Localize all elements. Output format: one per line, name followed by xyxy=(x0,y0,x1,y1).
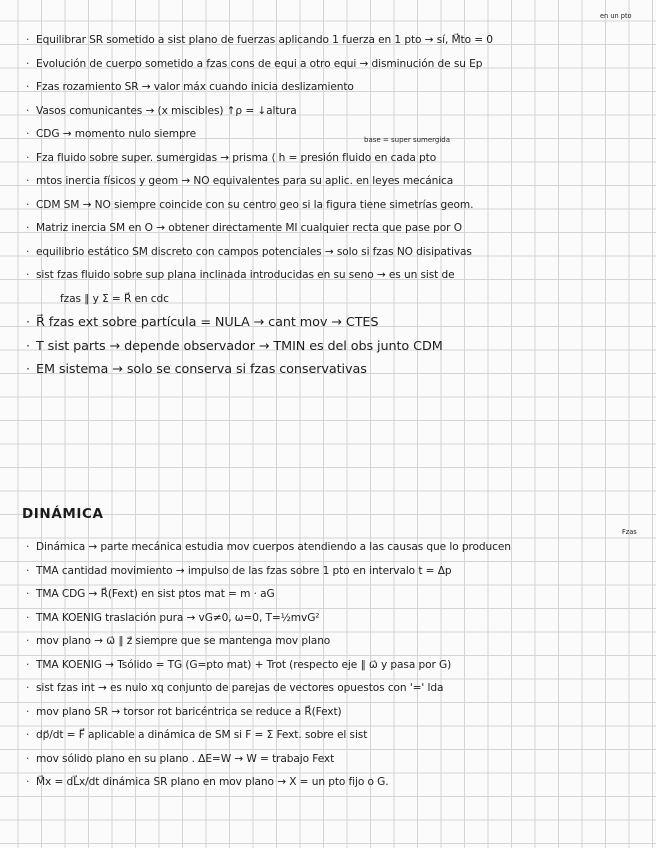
note-line: · T sist parts → depende observador → TMIN es del obs junto CDM xyxy=(26,335,656,359)
bullet-dot: · xyxy=(26,151,30,164)
bullet-dot: · xyxy=(26,198,30,211)
bullet-dot: · xyxy=(26,705,30,718)
bullet-dot: · xyxy=(26,682,30,694)
note-line: · mov plano SR → torsor rot baricéntrica se reduce a R⃗(Fext) xyxy=(26,701,656,725)
notes-section-1 xyxy=(26,29,656,382)
note-line: · TMA KOENIG → Tsólido = TG (G=pto mat) + Trot (respecto eje ∥ ω⃗ y pasa por G) xyxy=(26,654,656,678)
bullet-dot: · xyxy=(26,658,30,671)
annotation-fzas: Fzas xyxy=(622,528,637,536)
note-line: · R⃗ fzas ext sobre partícula = NULA → cant mov → CTES xyxy=(26,311,656,335)
bullet-dot: · xyxy=(26,338,30,354)
note-line: · dp⃗/dt = F⃗ aplicable a dinámica de SM si F = Σ Fext. sobre el sist xyxy=(26,724,656,748)
bullet-dot: · xyxy=(26,57,30,70)
note-line: · equilibrio estático SM discreto con campos potenciales → solo si fzas NO disipativas xyxy=(26,241,656,265)
annotation-top-right: en un pto xyxy=(600,12,632,20)
note-line: · EM sistema → solo se conserva si fzas conservativas xyxy=(26,358,656,382)
note-line: · Vasos comunicantes → (x miscibles) ↑ρ = ↓altura xyxy=(26,100,656,124)
bullet-dot: · xyxy=(26,541,30,553)
bullet-dot: · xyxy=(26,635,30,647)
note-line: · TMA KOENIG traslación pura → vG≠0, ω=0, T=½mvG² xyxy=(26,607,656,631)
note-line: · Matriz inercia SM en O → obtener directamente MI cualquier recta que pase por O xyxy=(26,217,656,241)
note-line: · sist fzas fluido sobre sup plana inclinada introducidas en su seno → es un sist de xyxy=(26,264,656,288)
note-line-continuation: fzas ∥ y Σ = R⃗ en cdc xyxy=(60,292,169,305)
note-line: · mtos inercia físicos y geom → NO equivalentes para su aplic. en leyes mecánica xyxy=(26,170,656,194)
bullet-dot: · xyxy=(26,315,30,330)
bullet-dot: · xyxy=(26,588,30,600)
note-line: · CDG → momento nulo siempre xyxy=(26,123,656,147)
bullet-dot: · xyxy=(26,245,30,258)
note-line: · TMA cantidad movimiento → impulso de las fzas sobre 1 pto en intervalo t = Δp xyxy=(26,560,656,584)
bullet-dot: · xyxy=(26,776,30,788)
annotation-prisma-base: base = super sumergida xyxy=(364,136,451,144)
notes-section-2 xyxy=(26,536,656,795)
bullet-dot: · xyxy=(26,34,30,46)
bullet-dot: · xyxy=(26,362,30,377)
note-line: · Fzas rozamiento SR → valor máx cuando inicia deslizamiento xyxy=(26,76,656,100)
bullet-dot: · xyxy=(26,564,30,577)
bullet-dot: · xyxy=(26,175,30,187)
note-line: · TMA CDG → R⃗(Fext) en sist ptos mat = m · aG xyxy=(26,583,656,607)
bullet-dot: · xyxy=(26,104,30,117)
note-line: · CDM SM → NO siempre coincide con su centro geo si la figura tiene simetrías geom. xyxy=(26,194,656,218)
section-title-dinamica: DINÁMICA xyxy=(22,506,104,522)
bullet-dot: · xyxy=(26,611,30,624)
note-line: · M⃗x = dL⃗x/dt dinámica SR plano en mov plano → X = un pto fijo o G. xyxy=(26,771,656,795)
note-line: · sist fzas int → es nulo xq conjunto de parejas de vectores opuestos con '=' lda xyxy=(26,677,656,701)
note-line: · mov sólido plano en su plano . ΔE=W → W = trabajo Fext xyxy=(26,748,656,772)
note-line: · Equilibrar SR sometido a sist plano de fuerzas aplicando 1 fuerza en 1 pto → sí, M⃗to = 0 xyxy=(26,29,656,53)
bullet-dot: · xyxy=(26,222,30,234)
note-line: · Fza fluido sobre super. sumergidas → prisma ⟨ h = presión fluido en cada pto xyxy=(26,147,656,171)
bullet-dot: · xyxy=(26,752,30,765)
note-line: · Dinámica → parte mecánica estudia mov cuerpos atendiendo a las causas que lo producen xyxy=(26,536,656,560)
bullet-dot: · xyxy=(26,81,30,93)
bullet-dot: · xyxy=(26,128,30,140)
note-line: · Evolución de cuerpo sometido a fzas cons de equi a otro equi → disminución de su Ep xyxy=(26,53,656,77)
bullet-dot: · xyxy=(26,269,30,281)
note-line: · mov plano → ω⃗ ∥ z⃗ siempre que se mantenga mov plano xyxy=(26,630,656,654)
bullet-dot: · xyxy=(26,729,30,741)
